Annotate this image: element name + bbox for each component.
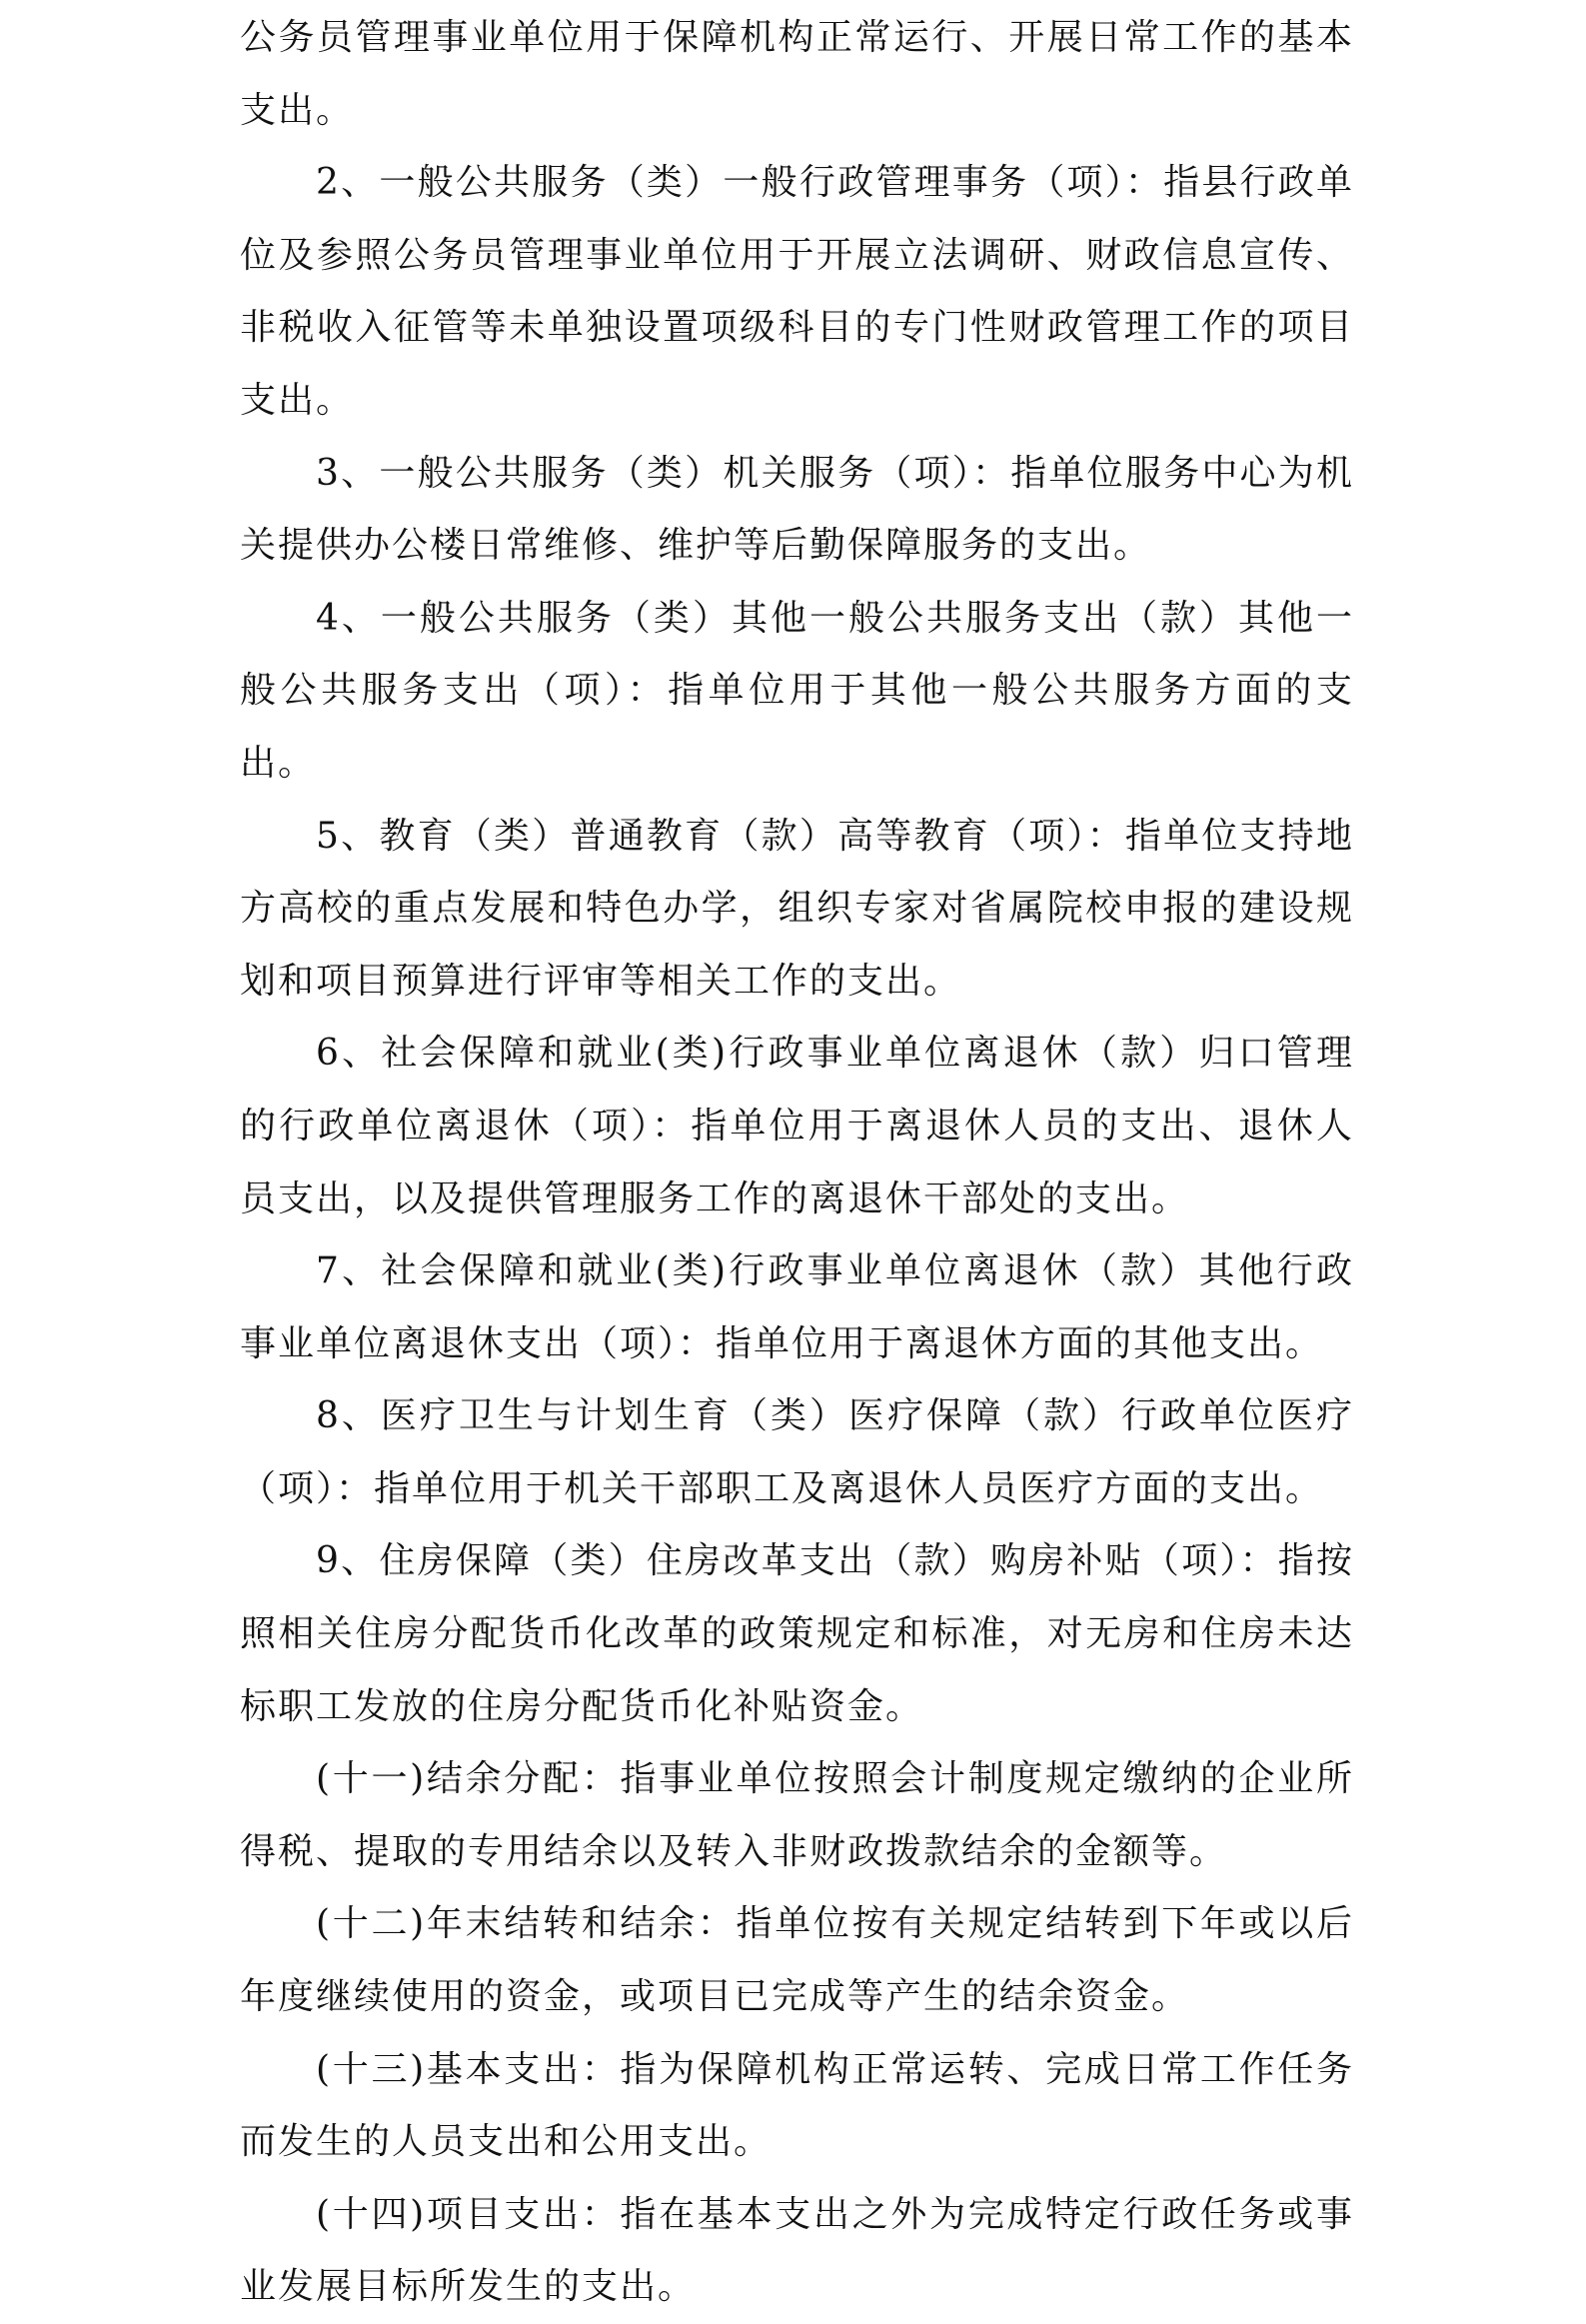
paragraph-basic-expenditure-continued: 公务员管理事业单位用于保障机构正常运行、开展日常工作的基本支出。 (240, 17, 1354, 131)
paragraph-housing-subsidy: 9、住房保障（类）住房改革支出（款）购房补贴（项）：指按照相关住房分配货币化改革的政策规定和标准，对无房和住房未达标职工发放的住房分配货币化补贴资金。 (240, 1540, 1354, 1727)
paragraph-agency-services: 3、一般公共服务（类）机关服务（项）：指单位服务中心为机关提供办公楼日常维修、维护等后勤保障服务的支出。 (240, 452, 1354, 567)
paragraph-project-expenditure: (十四)项目支出：指在基本支出之外为完成特定行政任务或事业发展目标所发生的支出。 (240, 2193, 1354, 2308)
paragraph-surplus-distribution: (十一)结余分配：指事业单位按照会计制度规定缴纳的企业所得税、提取的专用结余以及转入非财政拨款结余的金额等。 (240, 1758, 1354, 1872)
document-page (240, 0, 1354, 2308)
paragraph-higher-education: 5、教育（类）普通教育（款）高等教育（项）：指单位支持地方高校的重点发展和特色办学，组织专家对省属院校申报的建设规划和项目预算进行评审等相关工作的支出。 (240, 815, 1354, 1002)
paragraph-year-end-carryover: (十二)年末结转和结余：指单位按有关规定结转到下年或以后年度继续使用的资金，或项目已完成等产生的结余资金。 (240, 1903, 1354, 2018)
paragraph-retirement-other: 7、社会保障和就业(类)行政事业单位离退休（款）其他行政事业单位离退休支出（项）：指单位用于离退休方面的其他支出。 (240, 1250, 1354, 1364)
paragraph-retirement-managed: 6、社会保障和就业(类)行政事业单位离退休（款）归口管理的行政单位离退休（项）：指单位用于离退休人员的支出、退休人员支出，以及提供管理服务工作的离退休干部处的支出。 (240, 1033, 1354, 1219)
paragraph-general-admin-affairs: 2、一般公共服务（类）一般行政管理事务（项）：指县行政单位及参照公务员管理事业单位用于开展立法调研、财政信息宣传、非税收入征管等未单独设置项级科目的专门性财政管理工作的项目支出。 (240, 162, 1354, 421)
paragraph-basic-expenditure: (十三)基本支出：指为保障机构正常运转、完成日常工作任务而发生的人员支出和公用支出。 (240, 2048, 1354, 2163)
paragraph-medical-care: 8、医疗卫生与计划生育（类）医疗保障（款）行政单位医疗（项）：指单位用于机关干部职工及离退休人员医疗方面的支出。 (240, 1395, 1354, 1509)
paragraph-other-public-services: 4、一般公共服务（类）其他一般公共服务支出（款）其他一般公共服务支出（项）：指单位用于其他一般公共服务方面的支出。 (240, 597, 1354, 784)
